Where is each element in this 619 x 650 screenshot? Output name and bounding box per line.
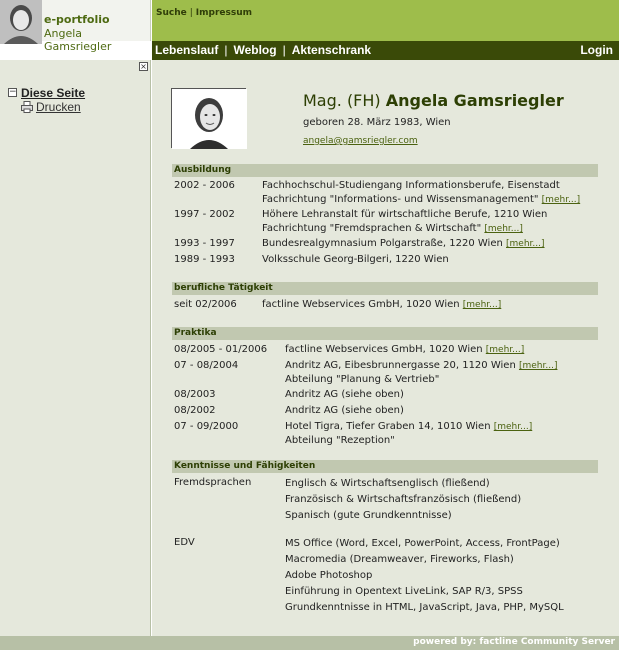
nav-lebenslauf[interactable]: Lebenslauf — [155, 43, 219, 57]
collapse-icon[interactable]: − — [9, 87, 17, 97]
row-date: 07 - 09/2000 — [174, 421, 239, 432]
print-link[interactable]: Drucken — [36, 100, 81, 114]
logo-photo — [0, 0, 42, 44]
profile-fullname: Angela Gamsriegler — [385, 91, 564, 110]
profile-name — [303, 91, 564, 110]
row-text: factline Webservices GmbH, 1020 Wien [mehr...] — [262, 299, 502, 310]
close-icon[interactable]: × — [140, 62, 147, 71]
more-link[interactable]: [mehr...] — [541, 195, 581, 205]
footer — [0, 636, 619, 650]
row-date: 08/2002 — [174, 405, 216, 416]
row-text: Andritz AG (siehe oben) — [285, 405, 404, 416]
edv-list: MS Office (Word, Excel, PowerPoint, Access, FrontPage) Macromedia (Dreamweaver, Fireworks, Flash) Adobe Photoshop Einführung in Opentext LiveLink, SAP R/3, SPSS Grundkenntnisse in HTML, JavaScript, Java, PHP, MySQL — [285, 538, 564, 613]
more-link[interactable]: [mehr...] — [518, 361, 558, 371]
more-link[interactable]: [mehr...] — [485, 345, 525, 355]
row-text: Andritz AG, Eibesbrunnergasse 20, 1120 Wien [mehr...] Abteilung "Planung & Vertrieb" — [285, 360, 558, 385]
printer-icon[interactable] — [21, 101, 33, 113]
more-link[interactable]: [mehr...] — [484, 224, 523, 234]
search-link[interactable]: Suche — [156, 8, 187, 18]
portrait-photo — [171, 88, 246, 148]
logo-name: Angela Gamsriegler — [44, 27, 112, 53]
row-text: Hotel Tigra, Tiefer Graben 14, 1010 Wien [mehr...] Abteilung "Rezeption" — [285, 421, 533, 446]
row-date: 08/2003 — [174, 389, 216, 400]
logo-box[interactable] — [0, 0, 151, 53]
row-date: 1989 - 1993 — [174, 254, 235, 265]
edv-label: EDV — [174, 537, 195, 548]
main-content — [152, 60, 619, 636]
logo-title: e-portfolio — [44, 13, 110, 26]
more-link[interactable]: [mehr...] — [462, 300, 502, 310]
row-text: Bundesrealgymnasium Polgarstraße, 1220 Wien [mehr...] — [262, 238, 545, 249]
section-kenntnisse-header: Kenntnisse und Fähigkeiten — [172, 460, 598, 473]
more-link[interactable]: [mehr...] — [493, 422, 533, 432]
this-page-link[interactable]: Diese Seite — [21, 86, 86, 100]
nav-weblog[interactable]: Weblog — [233, 43, 277, 57]
languages-list: Englisch & Wirtschaftsenglisch (fließend) Französisch & Wirtschaftsfranzösisch (fließend) Spanisch (gute Grundkenntnisse) — [285, 478, 522, 521]
email-link[interactable]: angela@gamsriegler.com — [303, 136, 418, 146]
separator: | — [189, 8, 193, 18]
row-text: Volksschule Georg-Bilgeri, 1220 Wien — [262, 254, 449, 265]
main-nav: Lebenslauf | Weblog | Aktenschrank Login — [152, 41, 619, 60]
top-links — [156, 8, 252, 18]
profile-title: Mag. (FH) — [303, 91, 386, 110]
row-date: 1997 - 2002 — [174, 209, 235, 220]
row-date: seit 02/2006 — [174, 299, 237, 310]
sidebar — [0, 60, 151, 636]
row-date: 08/2005 - 01/2006 — [174, 344, 268, 355]
nav-aktenschrank[interactable]: Aktenschrank — [291, 43, 372, 57]
section-taetigkeit-header: berufliche Tätigkeit — [172, 282, 598, 295]
profile-birth: geboren 28. März 1983, Wien — [303, 117, 451, 128]
row-text: Fachhochschul-Studiengang Informationsberufe, Eisenstadt Fachrichtung "Informations- und Wissensmanagement" [mehr...] — [262, 180, 581, 205]
footer-credit: powered by: factline Community Server — [413, 637, 615, 647]
row-date: 07 - 08/2004 — [174, 360, 239, 371]
languages-label: Fremdsprachen — [174, 477, 252, 488]
login-link[interactable]: Login — [580, 43, 613, 57]
imprint-link[interactable]: Impressum — [195, 8, 253, 18]
row-text: factline Webservices GmbH, 1020 Wien [mehr...] — [285, 344, 525, 355]
more-link[interactable]: [mehr...] — [506, 239, 545, 249]
row-date: 2002 - 2006 — [174, 180, 235, 191]
row-date: 1993 - 1997 — [174, 238, 235, 249]
section-ausbildung-header: Ausbildung — [172, 164, 598, 177]
row-text: Höhere Lehranstalt für wirtschaftliche Berufe, 1210 Wien Fachrichtung "Fremdsprachen & Wirtschaft" [mehr...] — [262, 209, 548, 234]
row-text: Andritz AG (siehe oben) — [285, 389, 404, 400]
section-praktika-header: Praktika — [172, 327, 598, 340]
top-bar — [152, 0, 619, 41]
